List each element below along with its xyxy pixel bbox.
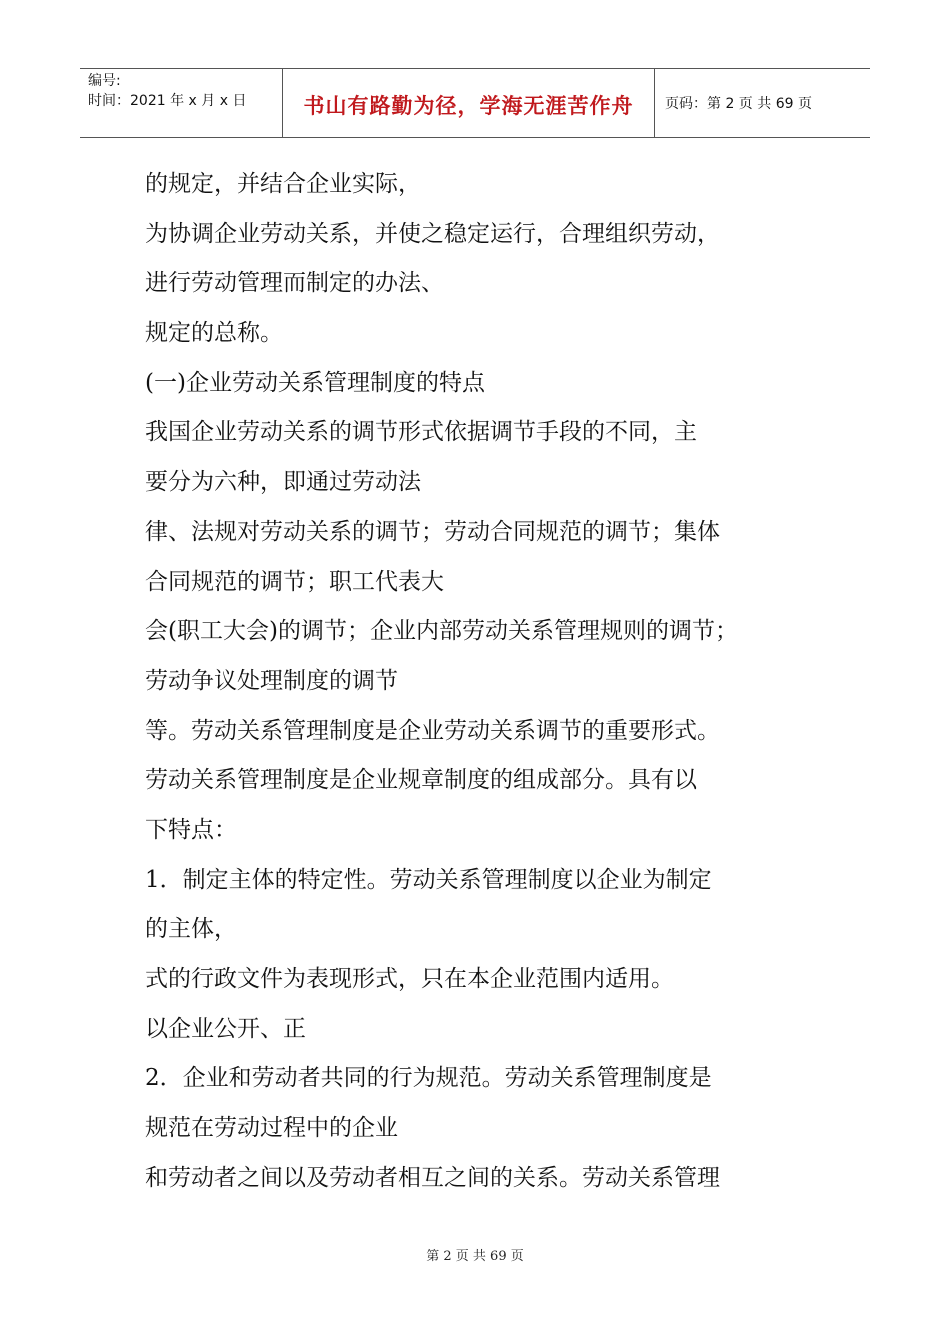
body-line: 等。劳动关系管理制度是企业劳动关系调节的重要形式。 <box>145 717 720 744</box>
body-line: 1．制定主体的特定性。劳动关系管理制度以企业为制定 <box>145 866 712 893</box>
document-number-label: 编号: <box>88 73 121 89</box>
body-line: 律、法规对劳动关系的调节；劳动合同规范的调节；集体 <box>145 518 720 545</box>
section-heading: (一)企业劳动关系管理制度的特点 <box>145 369 485 396</box>
header-motto: 书山有路勤为径，学海无涯苦作舟 <box>303 94 634 118</box>
header-motto-cell <box>283 69 655 137</box>
header-page-number: 页码：第 2 页 共 69 页 <box>665 96 812 112</box>
body-line: 式的行政文件为表现形式，只在本企业范围内适用。 <box>145 966 674 992</box>
body-line: 进行劳动管理而制定的办法、 <box>145 270 444 297</box>
body-line: 为协调企业劳动关系，并使之稳定运行，合理组织劳动， <box>145 220 720 247</box>
body-line: 劳动关系管理制度是企业规章制度的组成部分。具有以 <box>145 767 697 794</box>
body-line: 2．企业和劳动者共同的行为规范。劳动关系管理制度是 <box>145 1065 712 1092</box>
body-line: 规范在劳动过程中的企业 <box>145 1115 398 1142</box>
body-line: 和劳动者之间以及劳动者相互之间的关系。劳动关系管理 <box>145 1164 720 1191</box>
footer-page-number: 第 2 页 共 69 页 <box>426 1249 524 1264</box>
body-line: 下特点： <box>145 816 237 843</box>
page-header <box>80 68 870 138</box>
body-line: 我国企业劳动关系的调节形式依据调节手段的不同，主 <box>145 419 697 446</box>
header-page-info <box>655 69 870 137</box>
header-meta <box>80 69 283 137</box>
body-line: 规定的总称。 <box>145 320 283 347</box>
document-date: 时间：2021 年 x 月 x 日 <box>88 93 247 109</box>
body-line: 的主体， <box>145 916 237 943</box>
body-line: 要分为六种，即通过劳动法 <box>145 469 421 496</box>
body-line: 会(职工大会)的调节；企业内部劳动关系管理规则的调节； <box>145 618 738 645</box>
body-line: 劳动争议处理制度的调节 <box>145 667 398 694</box>
body-line: 的规定，并结合企业实际， <box>145 171 421 197</box>
page-footer <box>0 1245 950 1264</box>
body-line: 以企业公开、正 <box>145 1015 306 1042</box>
body-line: 合同规范的调节；职工代表大 <box>145 568 444 595</box>
document-body <box>145 160 815 1203</box>
